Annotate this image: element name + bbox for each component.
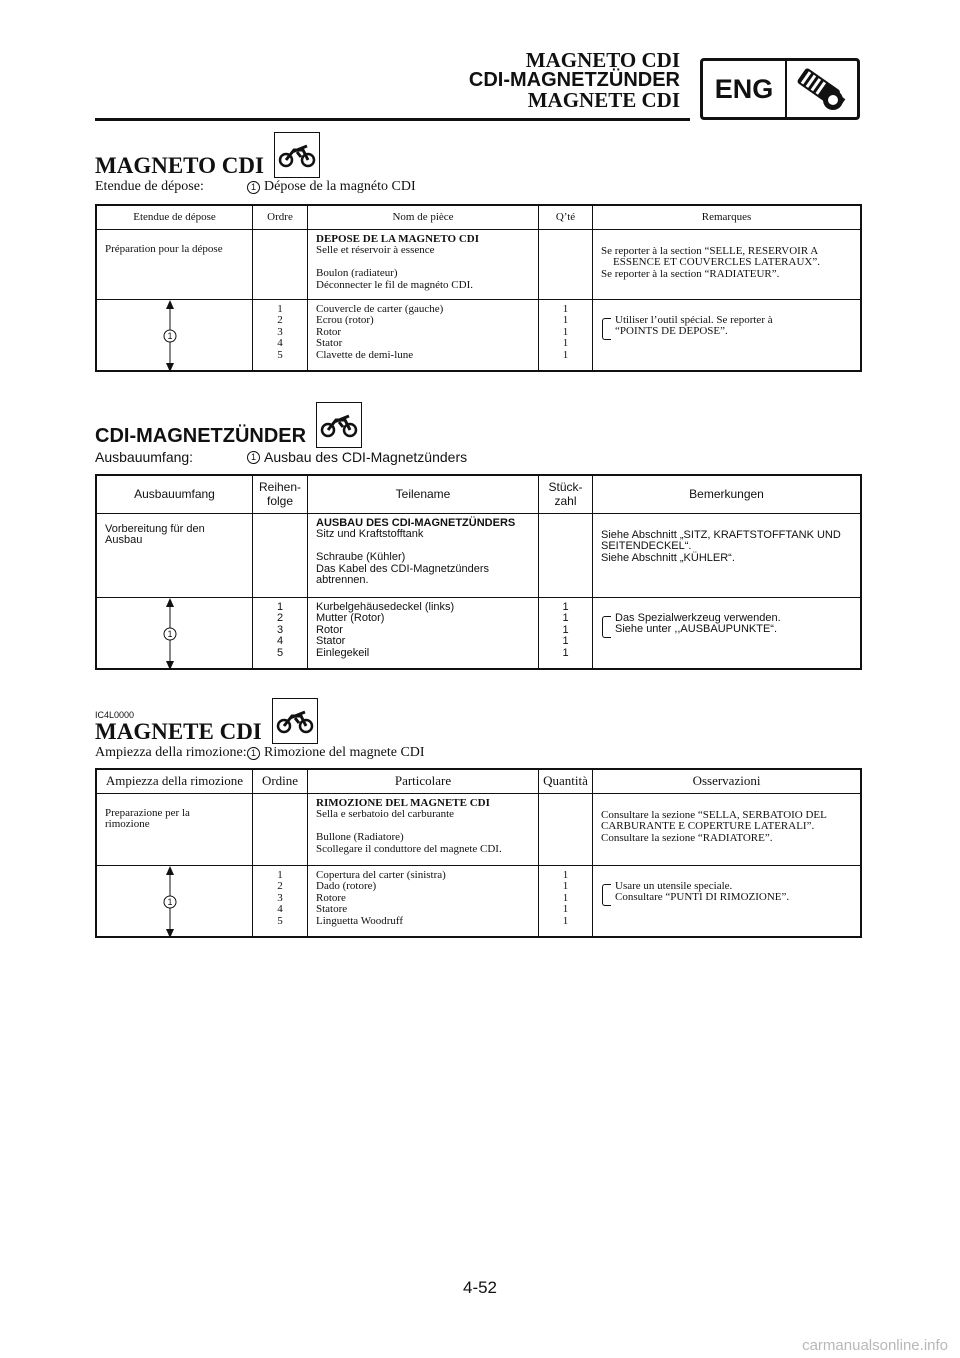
order: 5: [276, 646, 284, 659]
col-header-line: folge: [266, 494, 294, 509]
prep-items: [308, 514, 538, 591]
prep-remark: ESSENCE ET COUVERCLES LATERAUX”.: [613, 256, 820, 268]
col-header: Osservazioni: [593, 769, 862, 793]
order-list: [253, 300, 307, 362]
qty-list: [539, 866, 592, 928]
prep-label-line: Preparazione per la: [105, 806, 190, 819]
step-range: [96, 865, 253, 937]
watermark: carmanualsonline.info: [802, 1337, 948, 1354]
order: 2: [277, 314, 283, 326]
scope-label: Etendue de dépose:: [95, 179, 204, 194]
qty: 1: [562, 337, 569, 349]
order: 1: [276, 600, 284, 613]
col-header: Etendue de dépose: [96, 205, 253, 229]
prep-remark: SEITENDECKEL“.: [601, 540, 692, 552]
qty: 1: [562, 302, 569, 315]
scope-text: Ausbau des CDI-Magnetzünders: [264, 449, 468, 465]
qty: 1: [562, 646, 569, 659]
order-list: [253, 598, 307, 660]
col-header: [539, 475, 593, 513]
prep-item: RIMOZIONE DEL MAGNETE CDI: [316, 796, 490, 809]
order: 1: [277, 302, 283, 315]
qty: 1: [562, 314, 569, 326]
order: 2: [277, 880, 283, 892]
section-de: [95, 398, 862, 466]
eng-badge: [700, 58, 860, 120]
col-header-line: zahl: [554, 494, 577, 509]
header-title-it: MAGNETE CDI: [527, 88, 680, 112]
page-number: 4-52: [462, 1278, 498, 1297]
prep-item: Bullone (Radiatore): [316, 831, 404, 843]
order: 4: [277, 337, 283, 349]
step-remarks: [593, 598, 860, 642]
scope-label: Ampiezza della rimozione:: [95, 745, 247, 760]
col-header: Nom de pièce: [308, 205, 539, 229]
qty: 1: [562, 600, 569, 613]
remark: Usare un utensile speciale.: [615, 879, 733, 892]
part: Linguetta Woodruff: [316, 914, 403, 927]
prep-remarks: [593, 794, 860, 848]
scope-number: 1: [247, 181, 260, 194]
scope-text: Rimozione del magnete CDI: [264, 745, 425, 760]
remark: Utiliser l’outil spécial. Se reporter à: [615, 313, 773, 326]
prep-item: DEPOSE DE LA MAGNETO CDI: [316, 232, 479, 245]
remark: Das Spezialwerkzeug verwenden.: [615, 611, 781, 624]
prep-item: Sella e serbatoio del carburante: [316, 808, 455, 820]
part: Copertura del carter (sinistra): [316, 868, 446, 881]
part-list: [308, 598, 538, 664]
step-remarks: [593, 300, 860, 344]
prep-label-line: Vorbereitung für den: [105, 522, 205, 535]
part: Rotore: [316, 891, 346, 904]
order-list: [253, 866, 307, 928]
order: 4: [276, 635, 284, 647]
prep-label: [97, 514, 252, 550]
part: Stator: [316, 635, 346, 647]
step-remarks: [593, 866, 860, 910]
order: 5: [277, 914, 283, 927]
table-de: [95, 474, 862, 670]
qty-list: [539, 598, 592, 660]
header-titles: [469, 50, 680, 110]
prep-item: abtrennen.: [316, 574, 369, 586]
prep-item: Selle et réservoir à essence: [316, 244, 435, 256]
part-list: [308, 300, 538, 366]
range-number: 1: [167, 330, 173, 341]
prep-label: Préparation pour la dépose: [105, 242, 223, 255]
prep-remarks: [593, 230, 860, 284]
prep-item: Scollegare il conduttore del magnete CDI.: [316, 842, 502, 855]
prep-item: Boulon (radiateur): [316, 267, 398, 279]
header-rule: [95, 118, 690, 121]
section-title-row: [95, 694, 862, 744]
part: Rotor: [316, 325, 342, 338]
qty: 1: [562, 880, 569, 892]
prep-item: Das Kabel des CDI-Magnetzünders: [316, 562, 490, 575]
brace: [602, 318, 611, 340]
prep-item: Sitz und Kraftstofftank: [316, 528, 424, 540]
order: 1: [277, 868, 283, 881]
scope-number: 1: [247, 747, 260, 760]
part: Einlegekeil: [316, 646, 370, 659]
part: Mutter (Rotor): [316, 612, 385, 624]
part: Kurbelgehäusedeckel (links): [316, 600, 455, 613]
prep-items: [308, 794, 538, 860]
brace: [602, 616, 611, 638]
part: Couvercle de carter (gauche): [316, 302, 444, 315]
col-header: Particolare: [308, 769, 539, 793]
qty: 1: [562, 612, 569, 624]
part: Rotor: [316, 623, 343, 636]
order: 2: [276, 612, 284, 624]
order: 4: [277, 903, 283, 915]
part: Statore: [316, 903, 348, 915]
header-title-de: CDI-MAGNETZÜNDER: [468, 69, 680, 91]
prep-item: Schraube (Kühler): [316, 551, 406, 563]
motorcycle-icon: [274, 132, 320, 178]
qty: 1: [562, 891, 569, 904]
scope-label: Ausbauumfang:: [95, 449, 194, 465]
qty-list: [539, 300, 592, 362]
col-header-line: Reihen-: [258, 480, 302, 495]
col-header: Ordine: [253, 769, 308, 793]
remark: Consultare “PUNTI DI RIMOZIONE”.: [615, 891, 790, 903]
qty: 1: [562, 635, 569, 647]
range-number: 1: [167, 896, 173, 907]
prep-label-line: rimozione: [105, 818, 150, 830]
section-title: MAGNETE CDI: [95, 719, 262, 744]
col-header-line: Stück-: [548, 480, 583, 495]
step-range: [96, 597, 253, 669]
scope-line: [95, 178, 862, 196]
prep-remarks: [593, 514, 860, 568]
motorcycle-icon: [316, 402, 362, 448]
prep-remark: Se reporter à la section “SELLE, RESERVOIR A: [601, 244, 819, 257]
section-fr: [95, 128, 862, 196]
header-title-en: MAGNETO CDI: [525, 48, 680, 72]
col-header: Bemerkungen: [593, 475, 862, 513]
col-header: Q’té: [539, 205, 593, 229]
remark: Siehe unter ,,AUSBAUPUNKTE“.: [615, 623, 778, 635]
prep-item: Déconnecter le fil de magnéto CDI.: [316, 278, 473, 291]
eng-label: ENG: [703, 61, 787, 117]
col-header: Ausbauumfang: [96, 475, 253, 513]
prep-remark: Se reporter à la section “RADIATEUR”.: [601, 267, 780, 280]
qty: 1: [562, 903, 569, 915]
table-fr: [95, 204, 862, 372]
section-code: IC4L0000: [95, 710, 135, 720]
part: Stator: [316, 337, 343, 349]
section-title: MAGNETO CDI: [95, 153, 264, 178]
section-title-row: [95, 398, 862, 448]
range-number: 1: [167, 628, 173, 639]
engine-icon: [787, 61, 857, 117]
section-title-row: [95, 128, 862, 178]
table-it: [95, 768, 862, 938]
part-list: [308, 866, 538, 932]
prep-label-line: Ausbau: [105, 534, 143, 546]
section-title: CDI-MAGNETZÜNDER: [95, 425, 307, 447]
prep-items: [308, 230, 538, 296]
scope-number: 1: [247, 451, 260, 464]
col-header: Quantità: [539, 769, 593, 793]
col-header: Teilename: [308, 475, 539, 513]
order: 3: [277, 891, 283, 904]
col-header: Ampiezza della rimozione: [96, 769, 253, 793]
col-header: Remarques: [593, 205, 862, 229]
remark: “POINTS DE DEPOSE”.: [615, 325, 728, 337]
qty: 1: [562, 868, 569, 881]
prep-label: [97, 794, 252, 834]
prep-remark: Consultare la sezione “RADIATORE”.: [601, 831, 773, 844]
prep-remark: Consultare la sezione “SELLA, SERBATOIO DEL: [601, 808, 827, 821]
col-header: Ordre: [253, 205, 308, 229]
prep-remark: Siehe Abschnitt „SITZ, KRAFTSTOFFTANK UND: [601, 528, 841, 541]
part: Ecrou (rotor): [316, 314, 374, 326]
part: Dado (rotore): [316, 880, 377, 892]
qty: 1: [562, 623, 569, 636]
order: 3: [277, 325, 283, 338]
prep-remark: CARBURANTE E COPERTURE LATERALI”.: [601, 820, 815, 832]
qty: 1: [562, 325, 569, 338]
step-range: [96, 299, 253, 371]
qty: 1: [562, 914, 569, 927]
motorcycle-icon: [272, 698, 318, 744]
prep-remark: Siehe Abschnitt „KÜHLER“.: [601, 551, 735, 564]
prep-item: AUSBAU DES CDI-MAGNETZÜNDERS: [316, 516, 516, 529]
scope-text: Dépose de la magnéto CDI: [264, 179, 416, 194]
scope-line: [95, 448, 862, 466]
col-header: [253, 475, 308, 513]
part: Clavette de demi-lune: [316, 348, 414, 361]
order: 5: [277, 348, 283, 361]
qty: 1: [562, 348, 569, 361]
order: 3: [276, 623, 284, 636]
brace: [602, 884, 611, 906]
section-it: [95, 694, 862, 762]
scope-line: [95, 744, 862, 762]
